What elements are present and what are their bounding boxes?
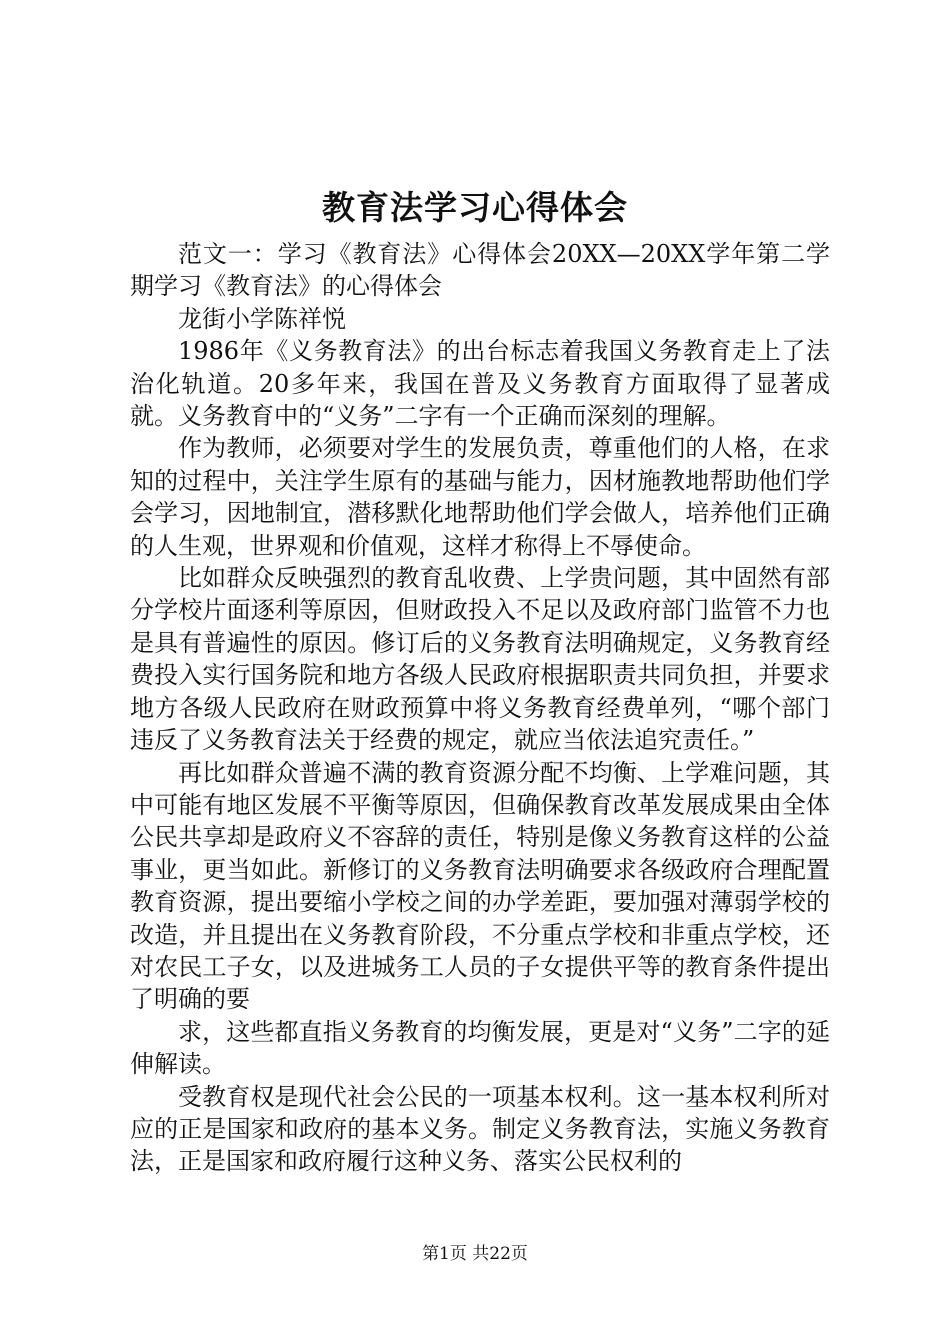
paragraph: 1986年《义务教育法》的出台标志着我国义务教育走上了法治化轨道。20多年来，我国在普及义务教育方面取得了显著成就。义务教育中的“义务”二字有一个正确而深刻的理解。 <box>130 337 830 431</box>
paragraph: 比如群众反映强烈的教育乱收费、上学贵问题，其中固然有部分学校片面逐利等原因，但财政投入不足以及政府部门监管不力也是具有普遍性的原因。修订后的义务教育法明确规定，义务教育经费投入实行国务院和地方各级人民政府根据职责共同负担，并要求地方各级人民政府在财政预算中将义务教育经费单列，“哪个部门违反了义务教育法关于经费的规定，就应当依法追究责任。” <box>130 564 830 755</box>
document-title: 教育法学习心得体会 <box>322 188 628 227</box>
paragraph: 再比如群众普遍不满的教育资源分配不均衡、上学难问题，其中可能有地区发展不平衡等原因，但确保教育改革发展成果由全体公民共享却是政府义不容辞的责任，特别是像义务教育这样的公益事业，更当如此。新修订的义务教育法明确要求各级政府合理配置教育资源，提出要缩小学校之间的办学差距，要加强对薄弱学校的改造，并且提出在义务教育阶段，不分重点学校和非重点学校，还对农民工子女，以及进城务工人员的子女提供平等的教育条件提出了明确的要 <box>130 758 830 1014</box>
document-body <box>130 238 830 1178</box>
paragraph: 作为教师，必须要对学生的发展负责，尊重他们的人格，在求知的过程中，关注学生原有的基础与能力，因材施教地帮助他们学会学习，因地制宜，潜移默化地帮助他们学会做人，培养他们正确的人生观，世界观和价值观，这样才称得上不辱使命。 <box>130 434 830 560</box>
page-number-footer: 第1页 共22页 <box>422 1244 528 1264</box>
paragraph: 受教育权是现代社会公民的一项基本权利。这一基本权利所对应的正是国家和政府的基本义务。制定义务教育法，实施义务教育法，正是国家和政府履行这种义务、落实公民权利的 <box>130 1082 830 1176</box>
paragraph: 范文一：学习《教育法》心得体会20XX—20XX学年第二学期学习《教育法》的心得体会 <box>130 240 830 301</box>
paragraph: 求，这些都直指义务教育的均衡发展，更是对“义务”二字的延伸解读。 <box>130 1017 830 1079</box>
author-line: 龙街小学陈祥悦 <box>178 304 346 333</box>
